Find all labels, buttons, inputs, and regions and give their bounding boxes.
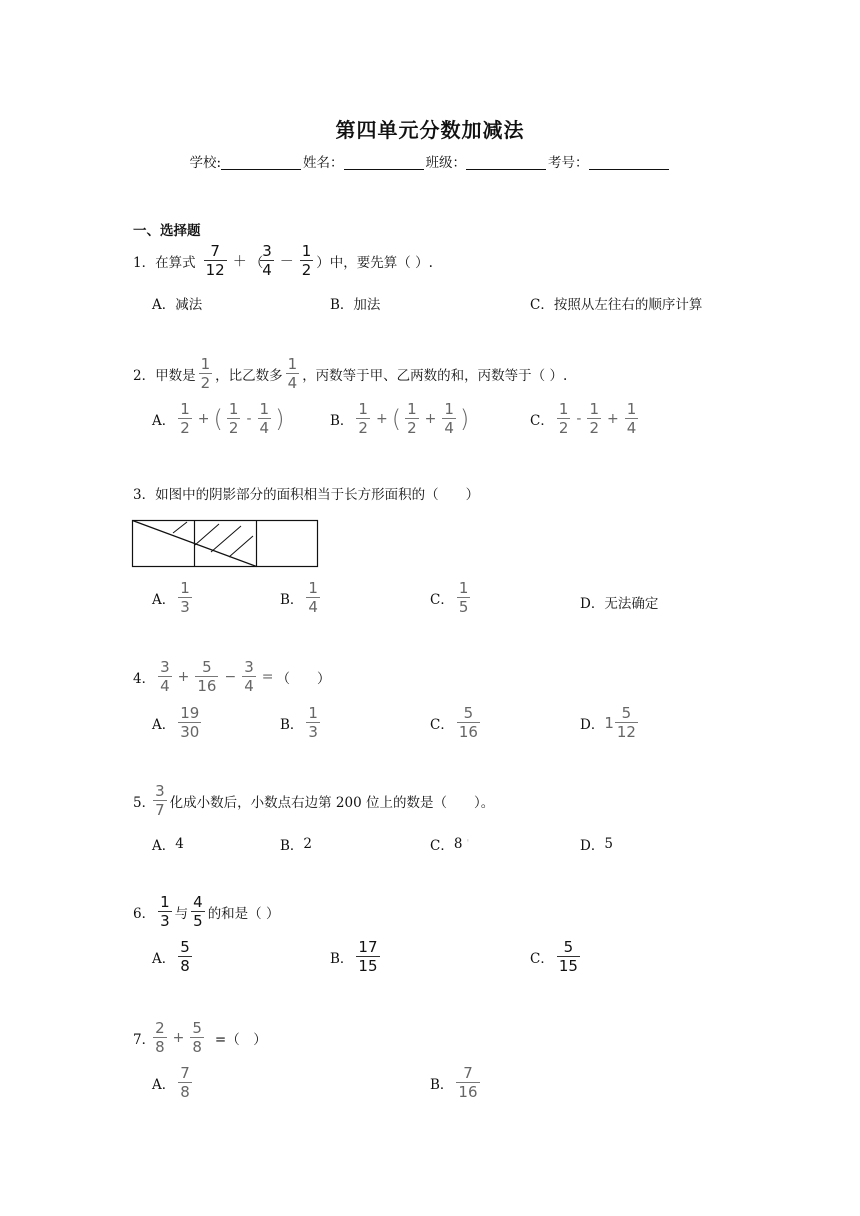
q7b-fraction: $\frac{7}{16}$ bbox=[458, 1064, 478, 1101]
school-blank[interactable] bbox=[221, 155, 301, 170]
name-label: 姓名： bbox=[303, 155, 344, 171]
q2-fraction-1: $\frac{1}{2}$ bbox=[200, 355, 211, 392]
q4-option-b[interactable]: B． $\frac{1}{3}$ bbox=[280, 704, 318, 741]
q1-lparen: （ bbox=[249, 255, 264, 271]
question-4: 4． $\frac{3}{4}$ + $\frac{5}{16}$ − $\frac{3}{4}$ = （ ） bbox=[133, 658, 331, 695]
q1-fraction-1: $\frac{7}{12}$ bbox=[205, 242, 225, 279]
q4c-fraction: $\frac{5}{16}$ bbox=[458, 704, 478, 741]
q2b-fraction-3: $\frac{1}{4}$ bbox=[444, 400, 454, 437]
q6-option-b[interactable]: B． $\frac{17}{15}$ bbox=[330, 938, 378, 975]
q7-fraction-2: $\frac{5}{8}$ bbox=[192, 1019, 202, 1056]
q4-fraction-1: $\frac{3}{4}$ bbox=[160, 658, 170, 695]
q1-fraction-3: $\frac{1}{2}$ bbox=[301, 242, 312, 279]
q2a-fraction-2: $\frac{1}{2}$ bbox=[228, 400, 239, 437]
question-2 bbox=[133, 357, 567, 391]
q4a-fraction: $\frac{19}{30}$ bbox=[180, 704, 200, 741]
exam-no-label: 考号： bbox=[548, 155, 589, 171]
exam-no-blank[interactable] bbox=[589, 155, 669, 170]
q4-option-a[interactable]: A． $\frac{19}{30}$ bbox=[152, 704, 200, 741]
question-6 bbox=[133, 895, 279, 929]
q6c-fraction: $\frac{5}{15}$ bbox=[558, 938, 578, 975]
q2-number: 2． bbox=[133, 368, 156, 384]
q3-text: 如图中的阴影部分的面积相当于长方形面积的（ ） bbox=[155, 487, 480, 503]
q1-minus: － bbox=[279, 254, 294, 270]
school-label: 学校: bbox=[189, 155, 222, 171]
q1-plus: ＋ bbox=[232, 254, 247, 270]
q2c-fraction-1: $\frac{1}{2}$ bbox=[558, 400, 569, 437]
q4-fraction-3: $\frac{3}{4}$ bbox=[244, 658, 254, 695]
q5-number: 5． bbox=[133, 795, 156, 811]
q5-option-c[interactable]: C． 8 ˈ bbox=[430, 836, 470, 854]
q2b-fraction-2: $\frac{1}{2}$ bbox=[407, 400, 417, 437]
q6a-fraction: $\frac{5}{8}$ bbox=[180, 938, 190, 975]
q5-option-b[interactable]: B． 2 bbox=[280, 836, 313, 854]
q1-option-a[interactable]: A． 减法 bbox=[152, 297, 203, 313]
q7-option-b[interactable]: B． $\frac{7}{16}$ bbox=[430, 1064, 478, 1101]
q2b-fraction-1: $\frac{1}{2}$ bbox=[358, 400, 368, 437]
q3-option-c[interactable]: C． $\frac{1}{5}$ bbox=[430, 579, 469, 616]
q2-mid: ，比乙数多 bbox=[215, 368, 283, 384]
q1-number: 1． bbox=[133, 255, 156, 271]
q2a-fraction-3: $\frac{1}{4}$ bbox=[259, 400, 270, 437]
q3c-fraction: $\frac{1}{5}$ bbox=[458, 579, 469, 616]
q1-fraction-2: $\frac{3}{4}$ bbox=[262, 242, 272, 279]
q3-number: 3． bbox=[133, 487, 156, 503]
q6-post: 的和是（ ） bbox=[207, 906, 280, 922]
q2-option-c[interactable]: C． $\frac{1}{2}$ - $\frac{1}{2}$ + $\frac{1}{4}$ bbox=[530, 400, 637, 437]
q6-fraction-1: $\frac{1}{3}$ bbox=[160, 893, 170, 930]
q6-option-a[interactable]: A． $\frac{5}{8}$ bbox=[152, 938, 190, 975]
q2-option-a[interactable]: A． $\frac{1}{2}$ + ( $\frac{1}{2}$ - $\frac{1}{4}$ ) bbox=[152, 400, 285, 437]
q5-option-a[interactable]: A． 4 bbox=[152, 836, 184, 854]
q3-option-b[interactable]: B． $\frac{1}{4}$ bbox=[280, 579, 318, 616]
question-1 bbox=[133, 244, 433, 278]
page-title: 第四单元分数加减法 bbox=[335, 118, 525, 142]
class-label: 班级： bbox=[425, 155, 467, 171]
q4-option-c[interactable]: C． $\frac{5}{16}$ bbox=[430, 704, 478, 741]
q3-option-d[interactable]: D． 无法确定 bbox=[580, 596, 659, 612]
question-7: 7． $\frac{2}{8}$ + $\frac{5}{8}$ =（ ） bbox=[133, 1019, 267, 1056]
section-heading: 一、选择题 bbox=[133, 223, 201, 239]
q4-post: （ ） bbox=[276, 671, 331, 687]
q1-option-b[interactable]: B． 加法 bbox=[330, 297, 381, 313]
q2a-fraction-1: $\frac{1}{2}$ bbox=[180, 400, 190, 437]
q7-option-a[interactable]: A． $\frac{7}{8}$ bbox=[152, 1064, 190, 1101]
figure-outer-rect bbox=[133, 521, 318, 567]
q1-option-c[interactable]: C． 按照从左往右的顺序计算 bbox=[530, 297, 703, 313]
q3b-fraction: $\frac{1}{4}$ bbox=[308, 579, 318, 616]
q5-post: 化成小数后，小数点右边第 200 位上的数是（ ）。 bbox=[169, 795, 495, 811]
q4b-fraction: $\frac{1}{3}$ bbox=[308, 704, 318, 741]
q6-option-c[interactable]: C． $\frac{5}{15}$ bbox=[530, 938, 578, 975]
q3-option-a[interactable]: A． $\frac{1}{3}$ bbox=[152, 579, 190, 616]
q4-option-d[interactable]: D． 1 $\frac{5}{12}$ bbox=[580, 704, 636, 741]
q1-post: ）中，要先算（ ）. bbox=[316, 255, 433, 271]
q5-fraction: $\frac{3}{7}$ bbox=[155, 782, 165, 819]
q2-fraction-2: $\frac{1}{4}$ bbox=[287, 355, 298, 392]
question-3 bbox=[133, 483, 479, 503]
q2-pre: 甲数是 bbox=[155, 368, 196, 384]
q3a-fraction: $\frac{1}{3}$ bbox=[180, 579, 190, 616]
q4d-fraction: $\frac{5}{12}$ bbox=[616, 704, 636, 741]
q3-rectangle-figure bbox=[131, 519, 319, 569]
q2c-fraction-3: $\frac{1}{4}$ bbox=[626, 400, 637, 437]
q6b-fraction: $\frac{17}{15}$ bbox=[358, 938, 378, 975]
student-info-line bbox=[0, 151, 860, 171]
q2-option-b[interactable]: B． $\frac{1}{2}$ + ( $\frac{1}{2}$ + $\frac{1}{4}$ ) bbox=[330, 400, 470, 437]
q7a-fraction: $\frac{7}{8}$ bbox=[180, 1064, 190, 1101]
q6-number: 6． bbox=[133, 906, 156, 922]
q7-fraction-1: $\frac{2}{8}$ bbox=[155, 1019, 165, 1056]
name-blank[interactable] bbox=[344, 155, 424, 170]
q2c-fraction-2: $\frac{1}{2}$ bbox=[589, 400, 599, 437]
question-5 bbox=[133, 784, 494, 818]
q4-number: 4． bbox=[133, 671, 156, 687]
q7-number: 7． bbox=[133, 1032, 156, 1048]
q7-post: =（ ） bbox=[214, 1032, 267, 1048]
class-blank[interactable] bbox=[466, 155, 546, 170]
q6-fraction-2: $\frac{4}{5}$ bbox=[193, 893, 203, 930]
q1-pre: 在算式 bbox=[155, 255, 196, 271]
stray-mark: ˈ bbox=[466, 838, 470, 850]
q2-post: ，丙数等于甲、乙两数的和，丙数等于（ ）. bbox=[302, 368, 568, 384]
q5-option-d[interactable]: D． 5 bbox=[580, 836, 613, 854]
q6-mid: 与 bbox=[174, 906, 189, 922]
q4-fraction-2: $\frac{5}{16}$ bbox=[197, 658, 217, 695]
